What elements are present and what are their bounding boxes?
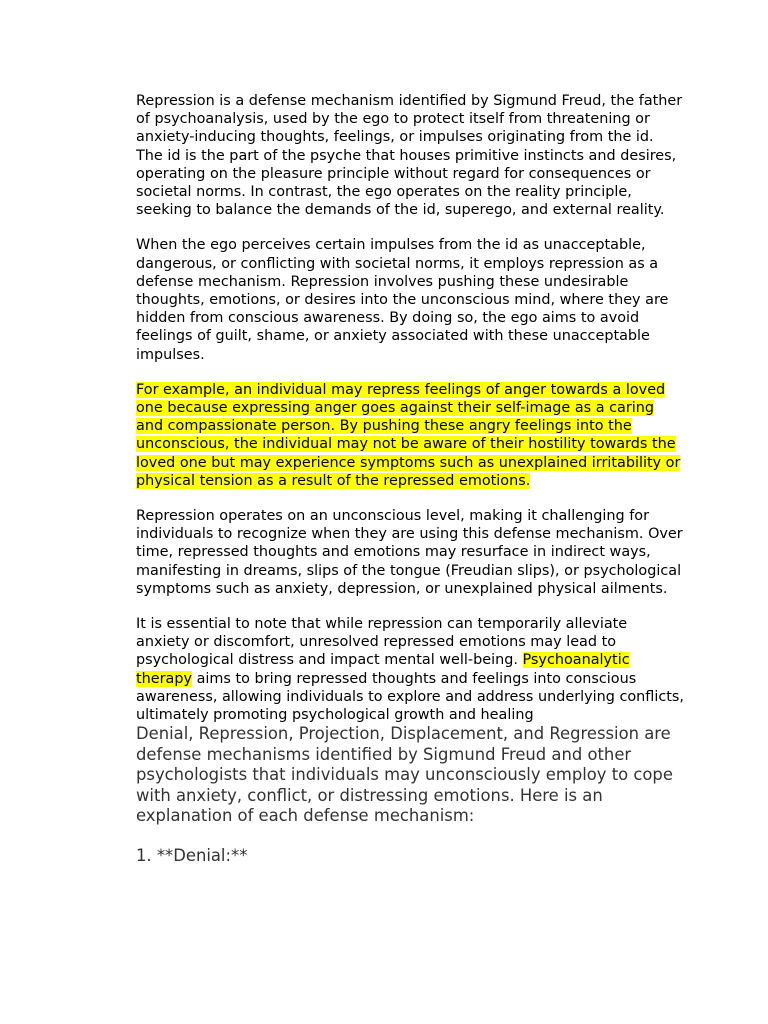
document-page xyxy=(136,92,684,867)
highlighted-term: Psychoanalytic therapy xyxy=(136,652,630,687)
paragraph-4: Repression operates on an unconscious level, making it challenging for individuals to recognize when they are using this defense mechanism. Over time, repressed thoughts and emotions may resurface in indirect ways, manifesting in dreams, slips of the tongue (Freudian slips), or psychological symptoms such as anxiety, depression, or unexplained physical ailments. xyxy=(136,508,683,597)
paragraph-5 xyxy=(136,615,684,724)
paragraph-2: When the ego perceives certain impulses from the id as unacceptable, dangerous, or conflicting with societal norms, it employs repression as a defense mechanism. Repression involves pushing these undesirable thoughts, emotions, or desires into the unconscious mind, where they are hidden from conscious awareness. By doing so, the ego aims to avoid feelings of guilt, shame, or anxiety associated with these unacceptable impulses. xyxy=(136,237,669,363)
highlighted-text: For example, an individual may repress feelings of anger towards a loved one because expressing anger goes against their self-image as a caring and compassionate person. By pushing these angry feelings into the unconscious, the individual may not be aware of their hostility towards the loved one but may experience symptoms such as unexplained irritability or physical tension as a result of the repressed emotions. xyxy=(136,381,681,489)
paragraph-3-highlighted xyxy=(136,381,684,490)
paragraph-5-after: aims to bring repressed thoughts and feelings into conscious awareness, allowing individuals to explore and address underlying conflicts, ultimately promoting psychological growth and healing xyxy=(136,670,684,724)
paragraph-1: Repression is a defense mechanism identified by Sigmund Freud, the father of psychoanalysis, used by the ego to protect itself from threatening or anxiety-inducing thoughts, feelings, or impulses originating from the id. The id is the part of the psyche that houses primitive instincts and desires, operating on the pleasure principle without regard for consequences or societal norms. In contrast, the ego operates on the reality principle, seeking to balance the demands of the id, superego, and external reality. xyxy=(136,93,683,219)
continuation-paragraph: Denial, Repression, Projection, Displacement, and Regression are defense mechanisms identified by Sigmund Freud and other psychologists that individuals may unconsciously employ to cope with anxiety, conflict, or distressing emotions. Here is an explanation of each defense mechanism: xyxy=(136,724,673,825)
list-item-heading: 1. **Denial:** xyxy=(136,846,248,866)
paragraph-5-before: It is essential to note that while repression can temporarily alleviate anxiety or discomfort, unresolved repressed emotions may lead to psychological distress and impact mental well-being. xyxy=(136,616,628,669)
